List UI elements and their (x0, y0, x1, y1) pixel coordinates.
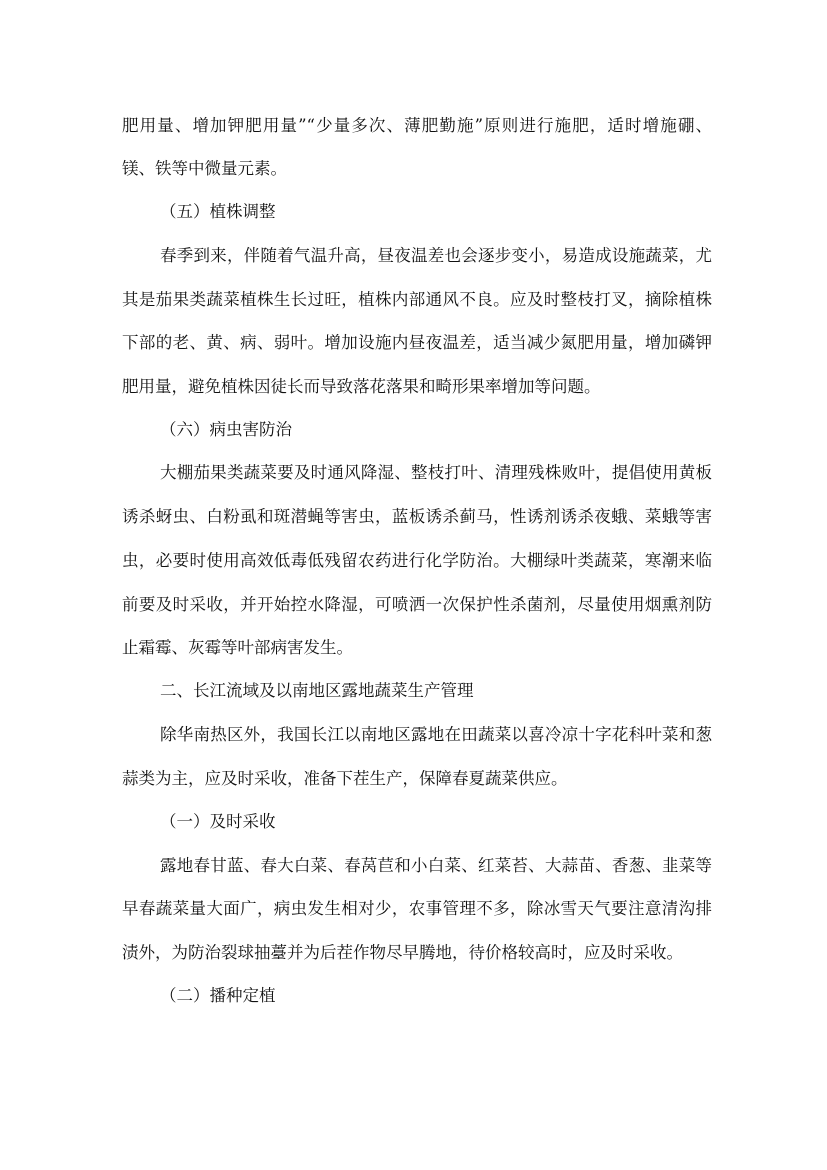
body-text-line: 下部的老、黄、病、弱叶。增加设施内昼夜温差，适当减少氮肥用量，增加磷钾 (122, 333, 712, 352)
body-text-line: 诱杀蚜虫、白粉虱和斑潜蝇等害虫，蓝板诱杀蓟马，性诱剂诱杀夜蛾、菜蛾等害 (122, 507, 712, 526)
body-text-line: 肥用量，避免植株因徒长而导致落花落果和畸形果率增加等问题。 (122, 377, 601, 396)
body-text-line: 前要及时采收，并开始控水降湿，可喷洒一次保护性杀菌剂，尽量使用烟熏剂防 (122, 595, 712, 614)
chapter-heading: 二、长江流域及以南地区露地蔬菜生产管理 (160, 681, 474, 700)
section-heading: （一）及时采收 (160, 812, 276, 831)
body-text-line: 止霜霉、灰霉等叶部病害发生。 (122, 638, 353, 657)
body-text-line: 肥用量、增加钾肥用量”“少量多次、薄肥勤施”原则进行施肥，适时增施硼、 (122, 116, 712, 135)
body-text-line: 其是茄果类蔬菜植株生长过旺，植株内部通风不良。应及时整枝打叉，摘除植株 (122, 290, 712, 309)
body-text-line: 大棚茄果类蔬菜要及时通风降湿、整枝打叶、清理残株败叶，提倡使用黄板 (160, 463, 712, 482)
section-heading: （五）植株调整 (160, 202, 276, 221)
body-text-line: 除华南热区外，我国长江以南地区露地在田蔬菜以喜冷凉十字花科叶菜和葱 (160, 725, 712, 744)
body-text-line: 蒜类为主，应及时采收，准备下茬生产，保障春夏蔬菜供应。 (122, 769, 568, 788)
body-text-line: 早春蔬菜量大面广，病虫发生相对少，农事管理不多，除冰雪天气要注意清沟排 (122, 899, 712, 918)
body-text-line: 虫，必要时使用高效低毒低残留农药进行化学防治。大棚绿叶类蔬菜，寒潮来临 (122, 551, 712, 570)
body-text-line: 露地春甘蓝、春大白菜、春莴苣和小白菜、红菜苔、大蒜苗、香葱、韭菜等 (160, 856, 712, 875)
body-text-line: 镁、铁等中微量元素。 (122, 159, 287, 178)
body-text-line: 渍外，为防治裂球抽薹并为后茬作物尽早腾地，待价格较高时，应及时采收。 (122, 943, 683, 962)
section-heading: （二）播种定植 (160, 986, 276, 1005)
section-heading: （六）病虫害防治 (160, 420, 292, 439)
body-text-line: 春季到来，伴随着气温升高，昼夜温差也会逐步变小，易造成设施蔬菜，尤 (160, 246, 712, 265)
